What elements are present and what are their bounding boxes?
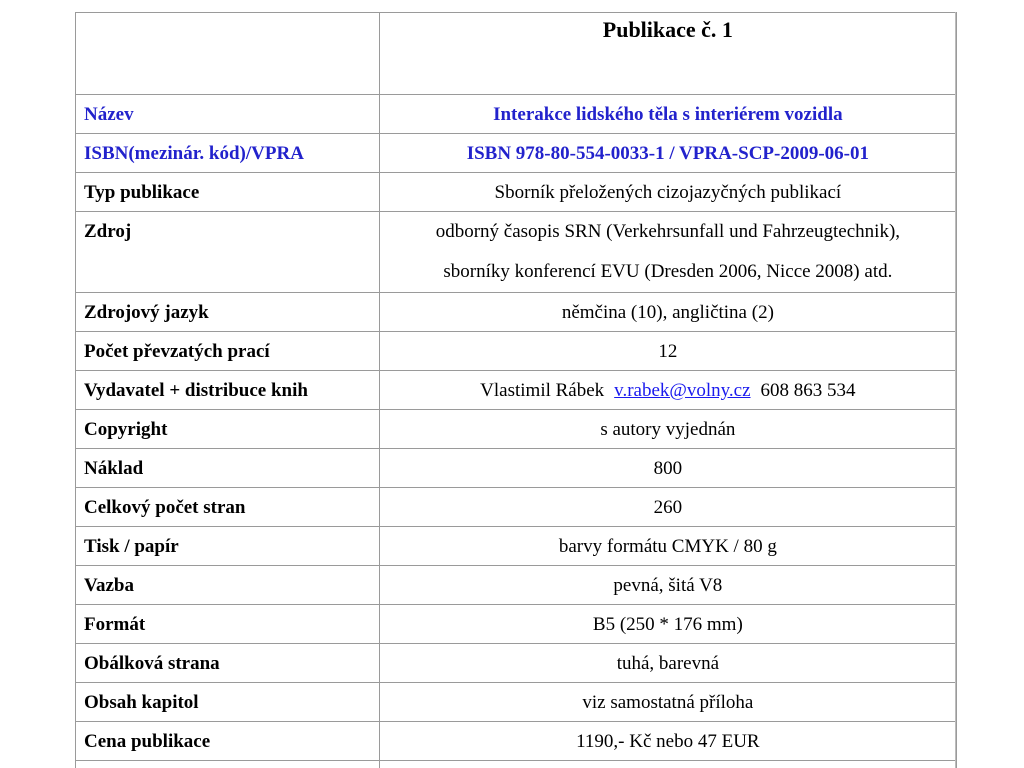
row-value-nazev: Interakce lidského těla s interiérem vozidla bbox=[379, 95, 956, 134]
publisher-email-link[interactable]: v.rabek@volny.cz bbox=[614, 380, 751, 401]
table-header-row bbox=[76, 13, 957, 95]
table-row-isbn bbox=[76, 134, 957, 173]
row-label-jazyk: Zdrojový jazyk bbox=[76, 293, 380, 332]
table-row-copyright bbox=[76, 410, 957, 449]
zdroj-line-1: odborný časopis SRN (Verkehrsunfall und Fahrzeugtechnik), bbox=[435, 221, 901, 242]
table-row-obsah bbox=[76, 683, 957, 722]
row-value-strany: 260 bbox=[379, 488, 956, 527]
row-label-naklad: Náklad bbox=[76, 449, 380, 488]
row-label-format: Formát bbox=[76, 605, 380, 644]
row-label-cutoff bbox=[76, 761, 380, 768]
row-label-nazev: Název bbox=[76, 95, 380, 134]
table-row-obalka bbox=[76, 644, 957, 683]
publication-table bbox=[75, 12, 957, 768]
table-row-vydavatel bbox=[76, 371, 957, 410]
table-row-tisk bbox=[76, 527, 957, 566]
row-value-isbn: ISBN 978-80-554-0033-1 / VPRA-SCP-2009-06-01 bbox=[379, 134, 956, 173]
table-row-nazev bbox=[76, 95, 957, 134]
publisher-name: Vlastimil Rábek bbox=[480, 380, 605, 401]
table-row-jazyk bbox=[76, 293, 957, 332]
row-label-tisk: Tisk / papír bbox=[76, 527, 380, 566]
table-row-typ bbox=[76, 173, 957, 212]
row-value-tisk: barvy formátu CMYK / 80 g bbox=[379, 527, 956, 566]
row-value-format: B5 (250 * 176 mm) bbox=[379, 605, 956, 644]
row-label-vydavatel: Vydavatel + distribuce knih bbox=[76, 371, 380, 410]
table-row-format bbox=[76, 605, 957, 644]
table-row-strany bbox=[76, 488, 957, 527]
row-label-obalka: Obálková strana bbox=[76, 644, 380, 683]
row-label-copyright: Copyright bbox=[76, 410, 380, 449]
row-value-obsah: viz samostatná příloha bbox=[379, 683, 956, 722]
row-value-zdroj bbox=[379, 212, 956, 293]
table-row-cena bbox=[76, 722, 957, 761]
header-empty-cell bbox=[76, 13, 380, 95]
row-value-obalka: tuhá, barevná bbox=[379, 644, 956, 683]
row-value-jazyk: němčina (10), angličtina (2) bbox=[379, 293, 956, 332]
row-value-cena: 1190,- Kč nebo 47 EUR bbox=[379, 722, 956, 761]
document-page bbox=[75, 12, 1015, 768]
row-value-vydavatel bbox=[379, 371, 956, 410]
row-value-typ: Sborník přeložených cizojazyčných publikací bbox=[379, 173, 956, 212]
row-label-cena: Cena publikace bbox=[76, 722, 380, 761]
row-label-typ: Typ publikace bbox=[76, 173, 380, 212]
table-row-vazba bbox=[76, 566, 957, 605]
table-row-pocet-praci bbox=[76, 332, 957, 371]
row-label-zdroj: Zdroj bbox=[76, 212, 380, 293]
row-value-cutoff bbox=[379, 761, 956, 768]
table-row-cutoff bbox=[76, 761, 957, 768]
row-label-obsah: Obsah kapitol bbox=[76, 683, 380, 722]
table-row-zdroj bbox=[76, 212, 957, 293]
row-label-strany: Celkový počet stran bbox=[76, 488, 380, 527]
row-label-vazba: Vazba bbox=[76, 566, 380, 605]
row-label-isbn: ISBN(mezinár. kód)/VPRA bbox=[76, 134, 380, 173]
row-value-pocet-praci: 12 bbox=[379, 332, 956, 371]
row-value-naklad: 800 bbox=[379, 449, 956, 488]
table-row-naklad bbox=[76, 449, 957, 488]
row-value-copyright: s autory vyjednán bbox=[379, 410, 956, 449]
row-label-pocet-praci: Počet převzatých prací bbox=[76, 332, 380, 371]
row-value-vazba: pevná, šitá V8 bbox=[379, 566, 956, 605]
publisher-phone: 608 863 534 bbox=[760, 380, 856, 401]
publication-title: Publikace č. 1 bbox=[379, 13, 956, 95]
zdroj-line-2: sborníky konferencí EVU (Dresden 2006, Nicce 2008) atd. bbox=[443, 261, 893, 282]
page-edge-divider bbox=[955, 12, 956, 768]
